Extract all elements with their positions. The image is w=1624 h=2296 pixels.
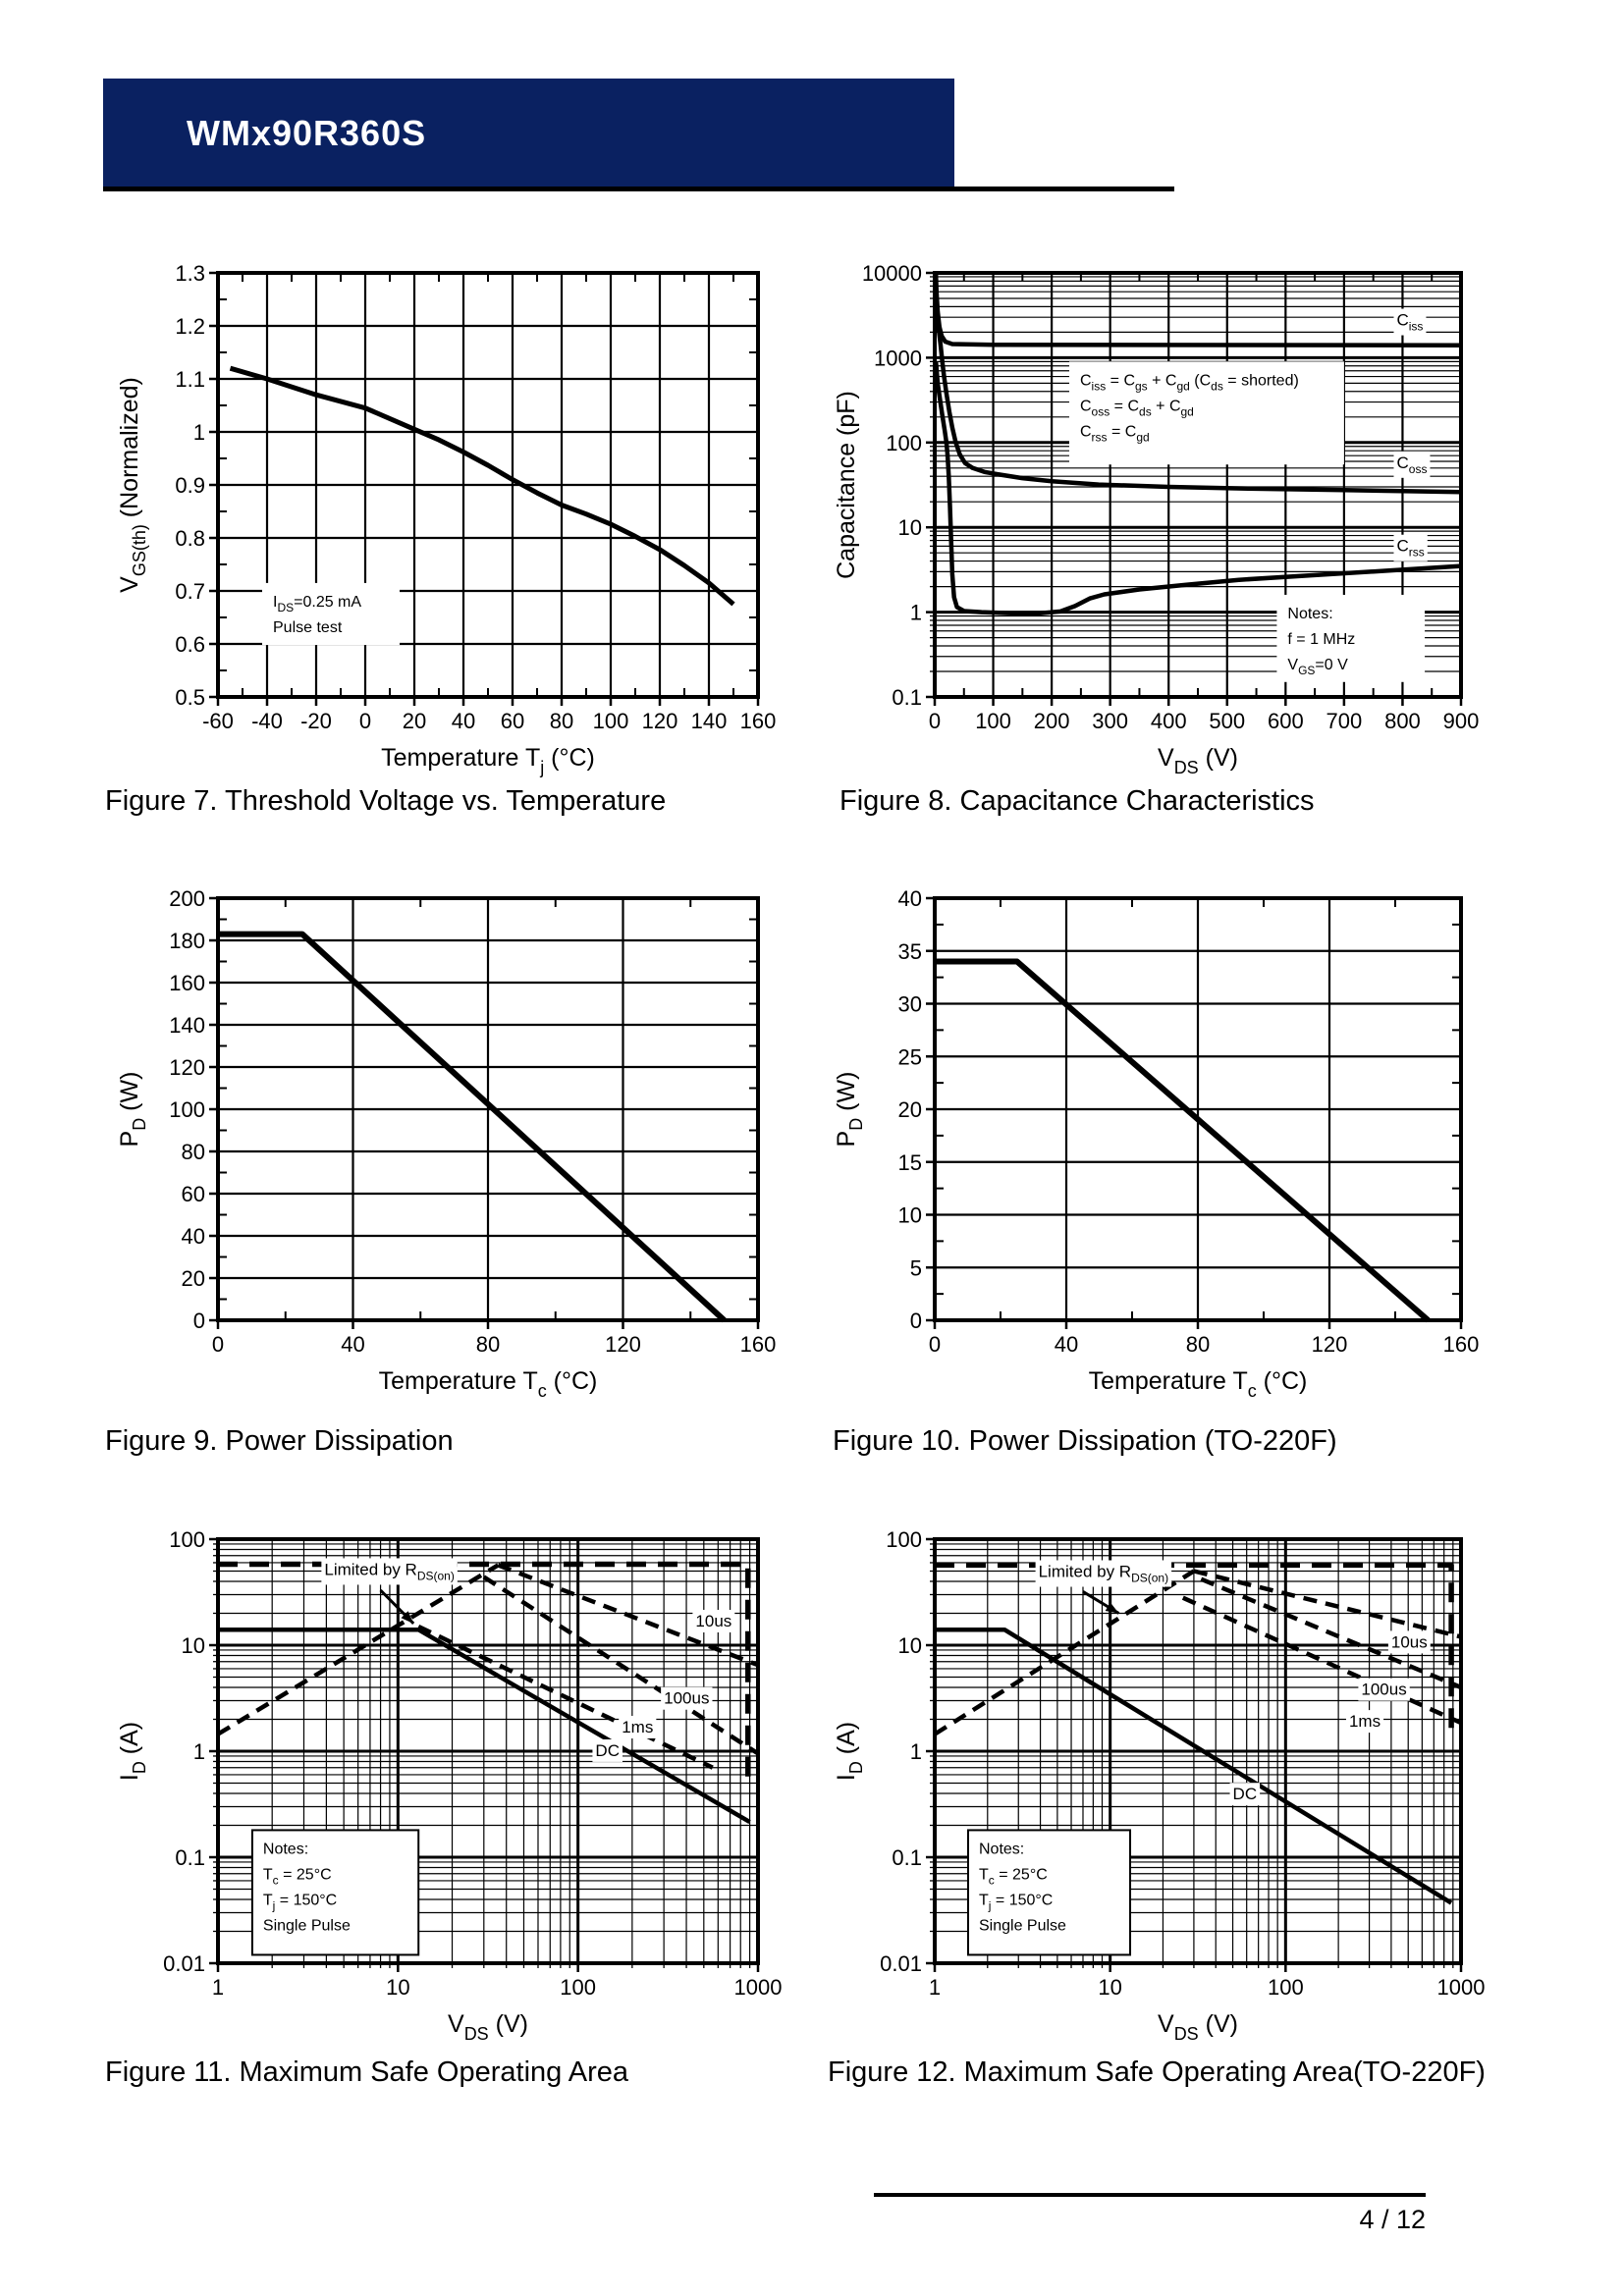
svg-text:60: 60 [181, 1182, 205, 1206]
svg-text:0.9: 0.9 [175, 473, 205, 498]
svg-text:-40: -40 [251, 709, 283, 733]
svg-text:1: 1 [192, 420, 205, 445]
svg-text:VGS(th) (Normalized): $V_{GS(th)}$ (Normalized) [116, 377, 149, 593]
figure-8-chart [825, 236, 1532, 800]
svg-text:10us: 10us [1390, 1632, 1428, 1652]
svg-text:0: 0 [358, 709, 372, 733]
figure-12-block [825, 1502, 1532, 2066]
svg-text:1: 1 [909, 600, 922, 625]
svg-text:Single Pulse: Single Pulse [262, 1917, 351, 1935]
svg-text:Tj = 150°C: $T_j = 150^\circ C$ [262, 1892, 338, 1913]
svg-text:0: 0 [192, 1308, 205, 1333]
svg-text:120: 120 [169, 1055, 205, 1080]
svg-text:5: 5 [909, 1255, 922, 1281]
svg-text:1: 1 [928, 1975, 942, 2000]
svg-text:10: 10 [1098, 1975, 1122, 2000]
svg-text:80: 80 [181, 1140, 205, 1164]
svg-text:120: 120 [605, 1332, 641, 1357]
svg-text:100us: 100us [1361, 1680, 1407, 1699]
figure-11-caption: Figure 11. Maximum Safe Operating Area [105, 2056, 628, 2088]
figure-10-caption: Figure 10. Power Dissipation (TO-220F) [833, 1425, 1337, 1457]
svg-text:1.3: 1.3 [175, 261, 205, 286]
svg-text:Limited by RDS(on): Limited by $R_{DS(on)}$ [324, 1560, 455, 1583]
svg-text:1000: 1000 [1436, 1975, 1486, 2000]
svg-text:Coss = Cds + Cgd: $C_{oss} = C_{ds} + C_{gd}$ [1079, 398, 1194, 419]
svg-text:0.1: 0.1 [892, 685, 922, 710]
figure-11-chart [108, 1502, 795, 2066]
svg-text:35: 35 [897, 938, 922, 964]
svg-text:10000: 10000 [861, 261, 922, 286]
figure-8-block [825, 236, 1532, 800]
svg-text:500: 500 [1209, 709, 1246, 733]
figure-8-caption: Figure 8. Capacitance Characteristics [839, 785, 1315, 817]
figure-10-chart [825, 861, 1532, 1425]
svg-text:DC: DC [1232, 1785, 1258, 1804]
svg-text:1: 1 [192, 1739, 205, 1764]
svg-text:40: 40 [1054, 1332, 1079, 1357]
svg-text:10: 10 [897, 515, 922, 541]
svg-text:0.5: 0.5 [175, 685, 205, 710]
svg-text:100: 100 [169, 1527, 205, 1552]
svg-text:Crss: $C_{rss}$ [1396, 536, 1425, 560]
figure-7-caption: Figure 7. Threshold Voltage vs. Temperature [105, 785, 667, 817]
footer-rule [874, 2193, 1426, 2197]
svg-text:160: 160 [169, 971, 205, 995]
svg-text:1: 1 [909, 1739, 922, 1764]
svg-text:Notes:: Notes: [979, 1841, 1025, 1858]
svg-text:120: 120 [641, 709, 678, 733]
svg-text:1000: 1000 [733, 1975, 783, 2000]
svg-text:900: 900 [1442, 709, 1480, 733]
svg-text:25: 25 [897, 1044, 922, 1070]
product-title: WMx90R360S [187, 113, 427, 153]
svg-text:0.1: 0.1 [175, 1845, 205, 1870]
svg-text:1: 1 [211, 1975, 225, 2000]
svg-text:Tc = 25°C: $T_c = 25^\circ C$ [979, 1866, 1048, 1888]
svg-text:10: 10 [181, 1633, 205, 1658]
svg-text:15: 15 [897, 1149, 922, 1175]
svg-text:200: 200 [1033, 709, 1070, 733]
svg-text:0: 0 [928, 1332, 942, 1357]
svg-text:Tj = 150°C: $T_j = 150^\circ C$ [979, 1892, 1054, 1913]
svg-text:IDS=0.25 mA: $I_{DS}=0.25$ mA [273, 593, 362, 614]
svg-text:0.7: 0.7 [175, 579, 205, 604]
svg-text:VDS (V): $V_{DS}$ (V) [448, 2010, 528, 2044]
svg-text:140: 140 [690, 709, 728, 733]
svg-text:80: 80 [475, 1332, 501, 1357]
svg-text:0: 0 [909, 1308, 922, 1333]
svg-text:-60: -60 [202, 709, 234, 733]
svg-text:Coss: $C_{oss}$ [1396, 453, 1428, 476]
svg-text:Limited by RDS(on): Limited by $R_{DS(on)}$ [1038, 1562, 1169, 1585]
figure-9-block [108, 861, 795, 1425]
svg-text:100: 100 [975, 709, 1011, 733]
svg-text:0.8: 0.8 [175, 526, 205, 551]
svg-text:40: 40 [181, 1224, 205, 1249]
svg-text:120: 120 [1311, 1332, 1348, 1357]
svg-text:160: 160 [1442, 1332, 1480, 1357]
svg-text:Crss = Cgd: $C_{rss} = C_{gd}$ [1079, 423, 1150, 445]
svg-text:100us: 100us [664, 1688, 710, 1708]
svg-text:200: 200 [169, 886, 205, 911]
svg-text:40: 40 [451, 709, 476, 733]
svg-text:30: 30 [897, 991, 922, 1017]
svg-text:100: 100 [886, 430, 922, 455]
svg-text:VGS=0 V: $V_{GS}=0$ V [1287, 656, 1348, 677]
svg-text:Capacitance (pF): Capacitance (pF) [833, 391, 860, 579]
svg-text:Temperature Tj (°C): Temperature $T_j$ (°C) [381, 744, 595, 777]
svg-text:Ciss = Cgs + Cgd (Cds = shorte: $C_{iss} = C_{gs} + C_{gd}$ ($C_{ds}$ = shorted) [1079, 372, 1299, 394]
header-rule [103, 187, 1174, 191]
figure-11-block [108, 1502, 795, 2066]
svg-text:100: 100 [1267, 1975, 1304, 2000]
svg-text:Tc = 25°C: $T_c = 25^\circ C$ [262, 1866, 332, 1888]
svg-text:40: 40 [341, 1332, 365, 1357]
svg-text:Temperature Tc (°C): Temperature $T_c$ (°C) [1088, 1367, 1308, 1401]
svg-text:1.2: 1.2 [175, 314, 205, 339]
svg-text:160: 160 [739, 1332, 777, 1357]
svg-text:0: 0 [211, 1332, 225, 1357]
svg-text:f = 1 MHz: f = 1 MHz [1287, 630, 1356, 648]
svg-text:10: 10 [386, 1975, 410, 2000]
page-number: 4 / 12 [1359, 2205, 1426, 2234]
svg-text:100: 100 [169, 1097, 205, 1122]
figure-7-block [108, 236, 795, 800]
svg-text:Pulse test: Pulse test [273, 618, 343, 636]
svg-text:20: 20 [402, 709, 427, 733]
svg-text:0: 0 [928, 709, 942, 733]
figure-9-caption: Figure 9. Power Dissipation [105, 1425, 454, 1457]
svg-text:Single Pulse: Single Pulse [979, 1917, 1066, 1935]
figure-9-chart [108, 861, 795, 1425]
svg-text:0.1: 0.1 [892, 1845, 922, 1870]
svg-text:40: 40 [897, 886, 922, 911]
svg-text:0.6: 0.6 [175, 632, 205, 657]
svg-text:60: 60 [500, 709, 525, 733]
svg-text:VDS (V): $V_{DS}$ (V) [1158, 2010, 1238, 2044]
svg-text:80: 80 [549, 709, 574, 733]
svg-text:20: 20 [181, 1266, 205, 1291]
svg-text:1.1: 1.1 [175, 367, 205, 392]
svg-text:160: 160 [739, 709, 777, 733]
svg-text:1ms: 1ms [622, 1717, 654, 1736]
svg-text:100: 100 [560, 1975, 597, 2000]
svg-text:10: 10 [897, 1202, 922, 1228]
svg-text:1000: 1000 [874, 346, 922, 371]
svg-text:Temperature Tc (°C): Temperature $T_c$ (°C) [378, 1367, 598, 1401]
figure-12-caption: Figure 12. Maximum Safe Operating Area(TO-220F) [828, 2056, 1486, 2088]
svg-text:Ciss: $C_{iss}$ [1396, 310, 1424, 334]
svg-text:100: 100 [592, 709, 629, 733]
svg-text:10: 10 [897, 1633, 922, 1658]
header-banner [103, 79, 954, 188]
svg-text:ID (A): $I_D$ (A) [833, 1721, 866, 1782]
svg-text:ID (A): $I_D$ (A) [116, 1721, 149, 1782]
svg-text:Notes:: Notes: [1287, 605, 1333, 622]
svg-text:PD (W): $P_D$ (W) [833, 1071, 866, 1148]
svg-text:20: 20 [897, 1097, 922, 1122]
svg-text:PD (W): $P_D$ (W) [116, 1071, 149, 1148]
svg-text:100: 100 [886, 1527, 922, 1552]
svg-text:0.01: 0.01 [163, 1951, 205, 1976]
svg-text:DC: DC [595, 1740, 620, 1760]
svg-text:700: 700 [1326, 709, 1363, 733]
svg-text:1ms: 1ms [1348, 1712, 1381, 1732]
svg-text:180: 180 [169, 929, 205, 953]
figure-12-chart [825, 1502, 1532, 2066]
svg-text:Notes:: Notes: [262, 1841, 309, 1858]
svg-text:VDS (V): $V_{DS}$ (V) [1158, 744, 1238, 777]
svg-text:140: 140 [169, 1013, 205, 1038]
svg-text:80: 80 [1185, 1332, 1211, 1357]
svg-text:0.01: 0.01 [880, 1951, 922, 1976]
figure-10-block [825, 861, 1532, 1425]
svg-text:-20: -20 [300, 709, 332, 733]
figure-7-chart [108, 236, 795, 800]
svg-text:10us: 10us [695, 1611, 732, 1630]
svg-text:400: 400 [1150, 709, 1187, 733]
svg-text:800: 800 [1384, 709, 1421, 733]
svg-text:600: 600 [1267, 709, 1304, 733]
svg-text:300: 300 [1092, 709, 1129, 733]
